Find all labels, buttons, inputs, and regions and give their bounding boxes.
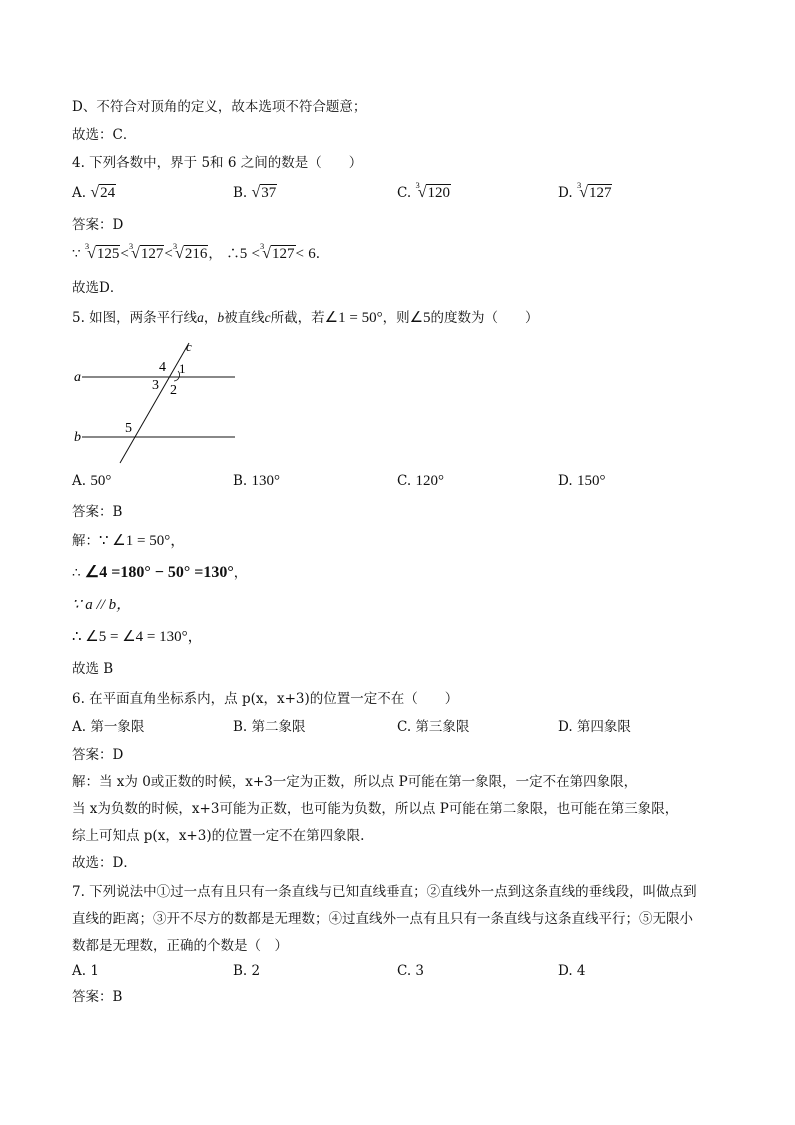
line-d-option-explanation: D、不符合对顶角的定义，故本选项不符合题意； bbox=[72, 99, 367, 115]
option-label: D. bbox=[558, 185, 573, 201]
question-7-line-2: 直线的距离；③开不尽方的数都是无理数；④过直线外一点有且只有一条直线与这条直线平行；⑤无限小 bbox=[72, 911, 693, 927]
question-7-line-3: 数都是无理数，正确的个数是（ ） bbox=[72, 938, 288, 954]
q5-option-c: C. 120° bbox=[397, 473, 444, 489]
q5-done: 故选 B bbox=[72, 661, 114, 677]
q6-done: 故选：D． bbox=[72, 855, 137, 871]
q5-option-b: B. 130° bbox=[233, 473, 281, 489]
cbrt-125: $^3$√125 bbox=[84, 241, 120, 262]
cbrt-127: $^3$√127 bbox=[128, 241, 164, 262]
label-c: c bbox=[186, 339, 192, 354]
q6-option-d: D. 第四象限 bbox=[558, 719, 631, 735]
q7-answer: 答案：B bbox=[72, 989, 123, 1005]
q4-option-d bbox=[558, 180, 612, 203]
q5-solution-step-2: ∴ ∠4 =180° − 50° =130°， bbox=[72, 564, 248, 581]
q4-option-b bbox=[233, 184, 277, 202]
q4-option-c bbox=[397, 180, 451, 203]
sqrt-24: √24 bbox=[90, 184, 116, 201]
q5-answer: 答案：B bbox=[72, 504, 123, 520]
sqrt-37: √37 bbox=[251, 184, 277, 201]
label-a: a bbox=[74, 370, 81, 385]
q4-option-a bbox=[72, 184, 116, 202]
q4-answer: 答案：D bbox=[72, 217, 124, 233]
question-7-line-1: 7. 下列说法中①过一点有且只有一条直线与已知直线垂直；②直线外一点到这条直线的垂线段，叫做点到 bbox=[72, 884, 697, 900]
question-6: 6. 在平面直角坐标系内，点 p(x，x+3)的位置一定不在（ ） bbox=[72, 691, 459, 707]
question-4: 4. 下列各数中，界于 5和 6 之间的数是（ ） bbox=[72, 155, 363, 171]
cbrt-216: $^3$√216 bbox=[172, 241, 208, 262]
q5-solution-step-1: 解：∵ ∠1 = 50°， bbox=[72, 533, 186, 549]
cbrt-127b: $^3$√127 bbox=[259, 241, 295, 262]
q6-answer: 答案：D bbox=[72, 747, 124, 763]
angle-label-1: 1 bbox=[179, 361, 186, 376]
q7-option-b: B. 2 bbox=[233, 963, 261, 979]
q7-option-d: D. 4 bbox=[558, 963, 586, 979]
line-choose-c: 故选：C． bbox=[72, 127, 137, 143]
angle-label-4: 4 bbox=[159, 360, 166, 375]
angle-label-3: 3 bbox=[152, 378, 159, 393]
q4-solution: ∵ $^3$√125<$^3$√127<$^3$√216， ∴5 <$^3$√127< 6. bbox=[72, 241, 321, 262]
q6-option-b: B. 第二象限 bbox=[233, 719, 306, 735]
q6-solution-line-3: 综上可知点 p(x，x+3)的位置一定不在第四象限. bbox=[72, 828, 365, 844]
q6-solution-line-2: 当 x为负数的时候，x+3可能为正数，也可能为负数，所以点 P可能在第二象限，也可能在第三象限， bbox=[72, 801, 679, 817]
q6-solution-line-1: 解：当 x为 0或正数的时候，x+3一定为正数，所以点 P可能在第一象限，一定不在第四象限， bbox=[72, 774, 638, 790]
q5-solution-step-4: ∴ ∠5 = ∠4 = 130°， bbox=[72, 629, 203, 645]
label-b: b bbox=[74, 430, 81, 445]
angle-label-2: 2 bbox=[170, 383, 177, 398]
q5-option-a: A. 50° bbox=[72, 473, 112, 489]
option-label: C. bbox=[397, 185, 412, 201]
question-5: 5. 如图，两条平行线a，b被直线c所截，若∠1 = 50°，则∠5的度数为（ ） bbox=[72, 310, 539, 326]
angle-label-5: 5 bbox=[125, 421, 132, 436]
q7-option-c: C. 3 bbox=[397, 963, 425, 979]
parallel-lines-figure bbox=[70, 337, 245, 467]
q5-solution-step-3: ∵ a // b， bbox=[72, 597, 132, 613]
cbrt-120: $^3$√120 bbox=[415, 180, 450, 201]
q7-option-a: A. 1 bbox=[72, 963, 99, 979]
q5-option-d: D. 150° bbox=[558, 473, 606, 489]
q6-option-a: A. 第一象限 bbox=[72, 719, 145, 735]
q6-option-c: C. 第三象限 bbox=[397, 719, 470, 735]
option-label: A. bbox=[72, 185, 87, 201]
cbrt-127: $^3$√127 bbox=[576, 180, 612, 201]
q4-done: 故选D． bbox=[72, 280, 124, 296]
option-label: B. bbox=[233, 185, 248, 201]
